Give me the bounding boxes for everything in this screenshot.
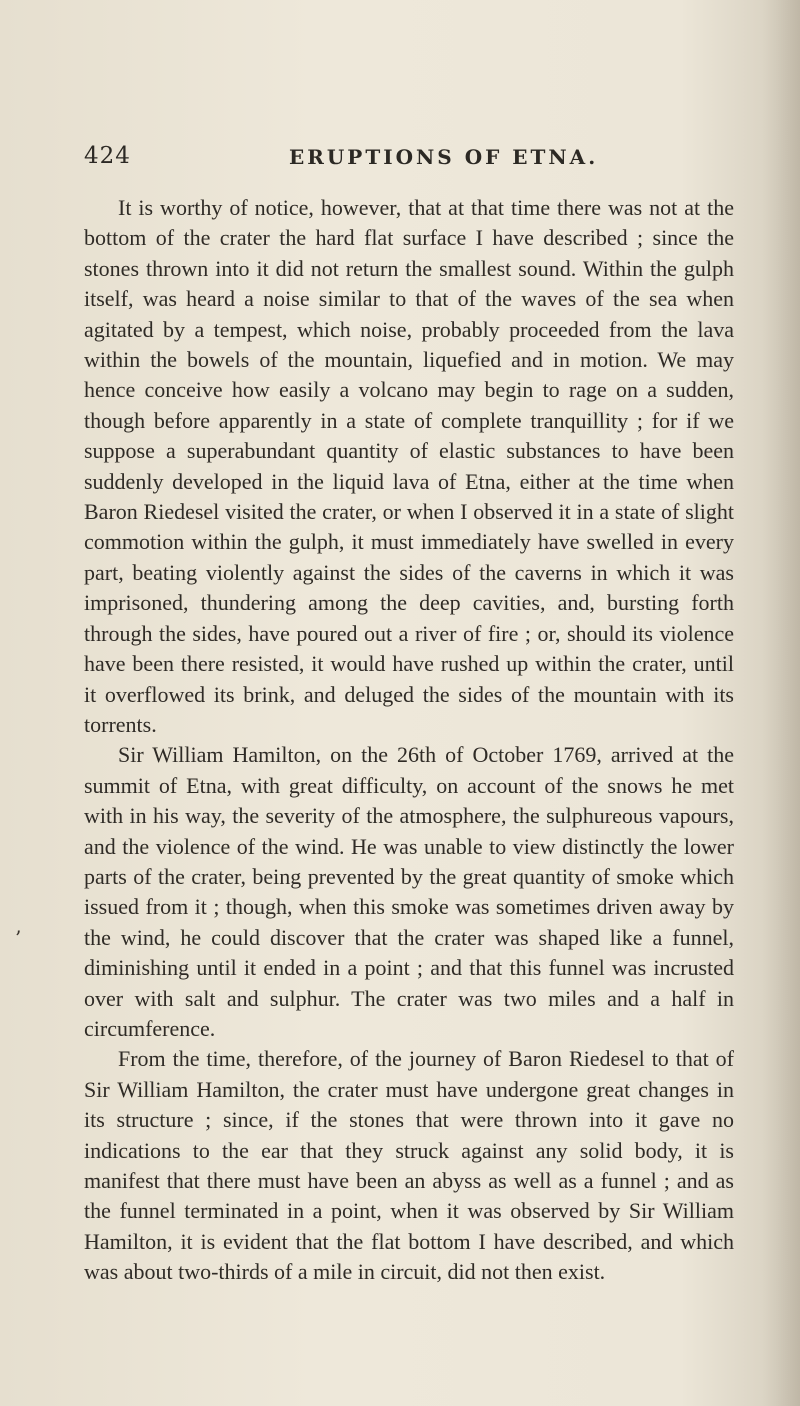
page-header	[84, 143, 724, 175]
paragraph-1: It is worthy of notice, however, that at that time there was not at the bottom of the crater the hard flat surface I have described ; since the stones thrown into it did not return the smallest sound. Within the gulph itself, was heard a noise similar to that of the waves of the sea when agitated by a tempest, which noise, probably proceeded from the lava within the bowels of the mountain, liquefied and in motion. We may hence conceive how easily a volcano may begin to rage on a sudden, though before apparently in a state of complete tranquillity ; for if we suppose a superabundant quantity of elastic substances to have been suddenly developed in the liquid lava of Etna, either at the time when Baron Riedesel visited the crater, or when I observed it in a state of slight commotion within the gulph, it must immediately have swelled in every part, beating violently against the sides of the caverns in which it was imprisoned, thundering among the deep cavities, and, bursting forth through the sides, have poured out a river of fire ; or, should its violence have been there resisted, it would have rushed up within the crater, until it overflowed its brink, and deluged the sides of the mountain with its torrents.	[84, 195, 734, 737]
margin-mark: ’	[15, 926, 22, 950]
paragraph-3: From the time, therefore, of the journey of Baron Riedesel to that of Sir William Hamilton, the crater must have undergone great changes in its structure ; since, if the stones that were thrown into it gave no indications to the ear that they struck against any solid body, it is manifest that there must have been an abyss as well as a funnel ; and as the funnel terminated in a point, when it was observed by Sir William Hamilton, it is evident that the flat bottom I have described, and which was about two-thirds of a mile in circuit, did not then exist.	[84, 1046, 734, 1285]
page-edge-shadow	[762, 0, 800, 1406]
body-text	[84, 193, 734, 1288]
running-head: ERUPTIONS OF ETNA.	[289, 145, 599, 169]
page-number: 424	[84, 143, 131, 169]
paragraph-2: Sir William Hamilton, on the 26th of October 1769, arrived at the summit of Etna, with great difficulty, on account of the snows he met with in his way, the severity of the atmosphere, the sulphureous vapours, and the violence of the wind. He was unable to view distinctly the lower parts of the crater, being prevented by the great quantity of smoke which issued from it ; though, when this smoke was sometimes driven away by the wind, he could discover that the crater was shaped like a funnel, diminishing until it ended in a point ; and that this funnel was incrusted over with salt and sulphur. The crater was two miles and a half in circumference.	[84, 742, 734, 1041]
